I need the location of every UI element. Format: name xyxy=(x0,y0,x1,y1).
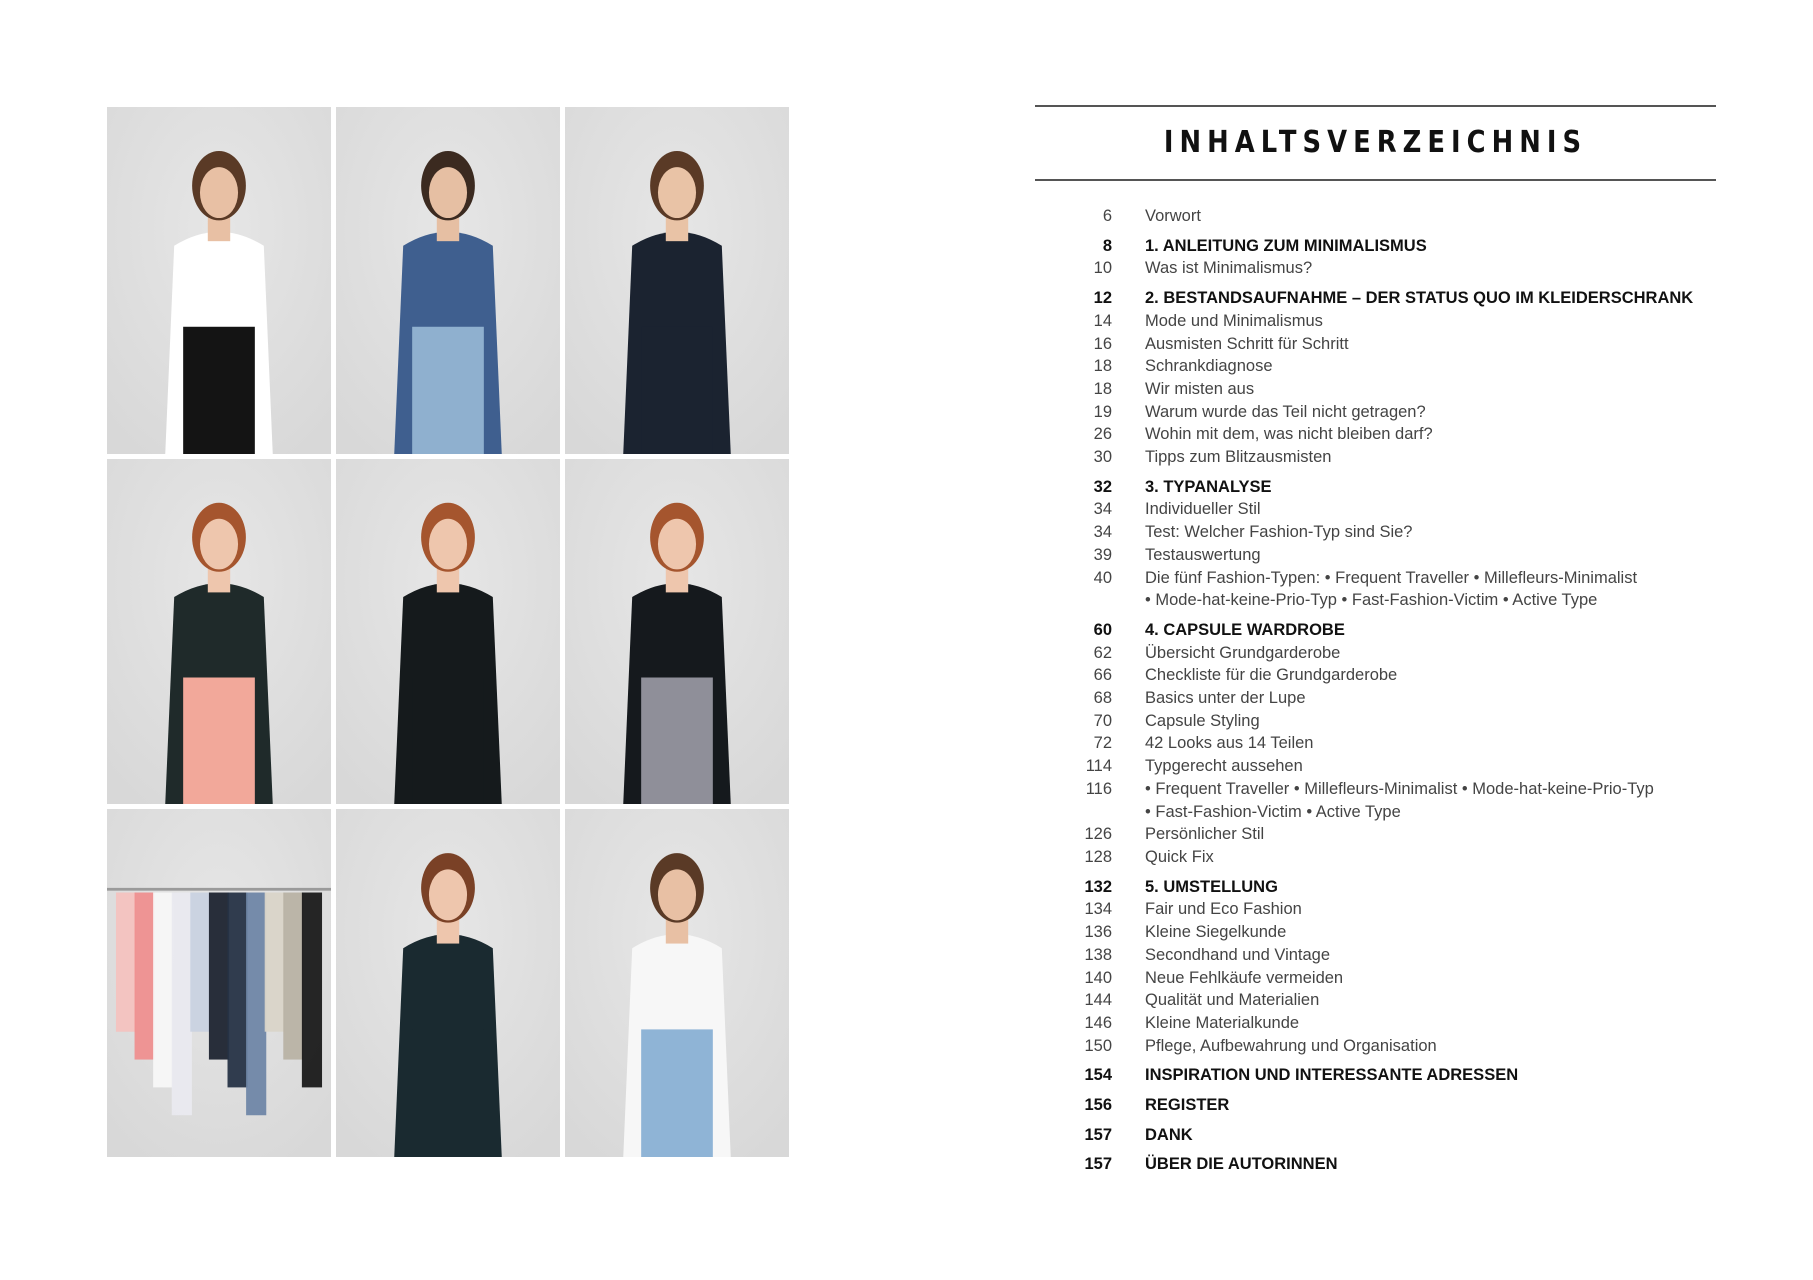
toc-entry xyxy=(1035,310,1735,333)
entry-title: Capsule Styling xyxy=(1145,711,1260,730)
portrait-photo-icon xyxy=(565,107,789,454)
toc-chapter xyxy=(1035,1124,1735,1147)
entry-title: Pflege, Aufbewahrung und Organisation xyxy=(1145,1036,1437,1055)
toc-entry xyxy=(1035,205,1735,228)
toc-chapter xyxy=(1035,476,1735,499)
entry-title: Individueller Stil xyxy=(1145,500,1261,519)
portrait-photo-icon xyxy=(565,459,789,804)
toc-entry xyxy=(1035,664,1735,687)
toc-entry xyxy=(1035,801,1735,824)
toc-entry xyxy=(1035,687,1735,710)
page-number: 62 xyxy=(1093,643,1112,662)
page-number: 60 xyxy=(1093,620,1112,639)
photo-woman-white-shirt-jeans-seated xyxy=(565,809,789,1157)
page-number: 16 xyxy=(1093,334,1112,353)
entry-title: Ausmisten Schritt für Schritt xyxy=(1145,334,1349,353)
entry-title: Mode und Minimalismus xyxy=(1145,311,1323,330)
toc-entry xyxy=(1035,732,1735,755)
toc-entry xyxy=(1035,778,1735,801)
page-number: 68 xyxy=(1093,689,1112,708)
page-number: 136 xyxy=(1084,923,1112,942)
photo-grid xyxy=(107,107,789,1153)
photo-woman-dark-pinafore-cream-sweater xyxy=(565,107,789,454)
toc-entry xyxy=(1035,544,1735,567)
toc-chapter xyxy=(1035,876,1735,899)
entry-title: Vorwort xyxy=(1145,207,1201,225)
toc-entry xyxy=(1035,401,1735,424)
entry-title: Typgerecht aussehen xyxy=(1145,757,1303,776)
page-number: 114 xyxy=(1085,757,1112,776)
entry-title: Fair und Eco Fashion xyxy=(1145,900,1302,919)
toc-entry xyxy=(1035,355,1735,378)
entry-title: Testauswertung xyxy=(1145,545,1261,564)
toc-entry xyxy=(1035,1012,1735,1035)
entry-title: Kleine Siegelkunde xyxy=(1145,923,1287,942)
page-number: 140 xyxy=(1084,968,1112,987)
entry-title: Wir misten aus xyxy=(1145,379,1255,398)
toc-entry xyxy=(1035,898,1735,921)
photo-woman-denim-top-jeans-heels xyxy=(336,107,560,454)
page-number: 6 xyxy=(1102,207,1112,225)
entry-title: ÜBER DIE AUTORINNEN xyxy=(1145,1155,1338,1174)
page-number: 8 xyxy=(1102,236,1112,255)
page-number: 39 xyxy=(1093,545,1112,564)
toc-entry xyxy=(1035,589,1735,612)
portrait-photo-icon xyxy=(336,809,560,1157)
entry-title: Wohin mit dem, was nicht bleiben darf? xyxy=(1145,425,1433,444)
toc-entry xyxy=(1035,257,1735,280)
clothes-rack-icon xyxy=(107,809,331,1157)
toc-entry xyxy=(1035,521,1735,544)
bottom-rule xyxy=(1035,179,1716,181)
page-number: 157 xyxy=(1084,1125,1112,1144)
page-number: 18 xyxy=(1093,379,1112,398)
entry-title: Qualität und Materialien xyxy=(1145,991,1320,1010)
toc-entry xyxy=(1035,498,1735,521)
page-number: 10 xyxy=(1093,259,1112,278)
entry-title: Checkliste für die Grundgarderobe xyxy=(1145,666,1398,685)
entry-title: • Mode-hat-keine-Prio-Typ • Fast-Fashion-Victim • Active Type xyxy=(1145,591,1598,610)
entry-title: REGISTER xyxy=(1145,1096,1230,1115)
toc-chapter xyxy=(1035,619,1735,642)
page-number: 30 xyxy=(1093,448,1112,467)
entry-title: Quick Fix xyxy=(1145,847,1214,866)
page-number: 40 xyxy=(1093,568,1112,587)
page-number: 72 xyxy=(1093,734,1112,753)
toc-entry xyxy=(1035,642,1735,665)
page-number: 116 xyxy=(1085,779,1112,798)
page-number: 34 xyxy=(1093,500,1112,519)
portrait-photo-icon xyxy=(336,459,560,804)
toc-chapter xyxy=(1035,1094,1735,1117)
page-number: 12 xyxy=(1093,289,1112,308)
page-number: 19 xyxy=(1093,402,1112,421)
portrait-photo-icon xyxy=(565,809,789,1157)
toc-entry xyxy=(1035,567,1735,590)
entry-title: Basics unter der Lupe xyxy=(1145,689,1306,708)
entry-title: • Fast-Fashion-Victim • Active Type xyxy=(1145,802,1401,821)
entry-title: Die fünf Fashion-Typen: • Frequent Traveller • Millefleurs-Minimalist xyxy=(1145,568,1638,587)
toc-entry xyxy=(1035,823,1735,846)
page-number: 128 xyxy=(1084,847,1112,866)
page-number: 144 xyxy=(1084,991,1112,1010)
entry-title: Kleine Materialkunde xyxy=(1145,1013,1300,1032)
entry-title: Übersicht Grundgarderobe xyxy=(1145,643,1341,662)
entry-title: • Frequent Traveller • Millefleurs-Minimalist • Mode-hat-keine-Prio-Typ xyxy=(1145,779,1654,798)
photo-woman-profile-dark-coat xyxy=(336,459,560,804)
page-number: 14 xyxy=(1093,311,1112,330)
entry-title: 4. CAPSULE WARDROBE xyxy=(1145,620,1345,639)
page-number: 26 xyxy=(1093,425,1112,444)
entry-title: Test: Welcher Fashion-Typ sind Sie? xyxy=(1145,523,1413,542)
toc-entry xyxy=(1035,446,1735,469)
photo-woman-white-tee-black-trousers xyxy=(107,107,331,454)
toc-title: INHALTSVERZEICHNIS xyxy=(1163,125,1588,160)
photo-woman-black-dress-leggings xyxy=(336,809,560,1157)
toc-chapter xyxy=(1035,235,1735,258)
page-number xyxy=(1035,589,1145,612)
entry-title: 3. TYPANALYSE xyxy=(1145,477,1272,496)
photo-woman-long-coat-pink-dress-bag xyxy=(107,459,331,804)
toc-entry xyxy=(1035,1035,1735,1058)
portrait-photo-icon xyxy=(336,107,560,454)
entry-title: Secondhand und Vintage xyxy=(1145,945,1331,964)
page-number: 146 xyxy=(1084,1013,1112,1032)
entry-title: 5. UMSTELLUNG xyxy=(1145,877,1278,896)
toc-entry xyxy=(1035,846,1735,869)
entry-title: 1. ANLEITUNG ZUM MINIMALISMUS xyxy=(1145,236,1427,255)
portrait-photo-icon xyxy=(107,107,331,454)
entry-title: Neue Fehlkäufe vermeiden xyxy=(1145,968,1344,987)
entry-title: DANK xyxy=(1145,1125,1193,1144)
toc-entry xyxy=(1035,921,1735,944)
entry-title: Persönlicher Stil xyxy=(1145,825,1265,844)
toc-entry xyxy=(1035,333,1735,356)
toc-entry xyxy=(1035,944,1735,967)
entry-title: Was ist Minimalismus? xyxy=(1145,259,1313,278)
entry-title: Warum wurde das Teil nicht getragen? xyxy=(1145,402,1426,421)
page-number: 138 xyxy=(1084,945,1112,964)
toc-header xyxy=(1035,105,1716,181)
toc-chapter xyxy=(1035,287,1735,310)
page-number: 18 xyxy=(1093,357,1112,376)
entry-title: Tipps zum Blitzausmisten xyxy=(1145,448,1332,467)
page-number: 156 xyxy=(1084,1096,1112,1115)
toc-chapter xyxy=(1035,1153,1735,1176)
toc-entry xyxy=(1035,423,1735,446)
toc-entry xyxy=(1035,378,1735,401)
toc-entry xyxy=(1035,989,1735,1012)
toc-entry xyxy=(1035,755,1735,778)
toc-entry xyxy=(1035,710,1735,733)
photo-clothes-rail xyxy=(107,809,331,1157)
toc-chapter xyxy=(1035,1064,1735,1087)
page-number: 34 xyxy=(1093,523,1112,542)
page-number xyxy=(1035,801,1145,824)
page-number: 32 xyxy=(1093,477,1112,496)
page-number: 157 xyxy=(1084,1155,1112,1174)
entry-title: 2. BESTANDSAUFNAHME – DER STATUS QUO IM KLEIDERSCHRANK xyxy=(1145,289,1694,308)
entry-title: Schrankdiagnose xyxy=(1145,357,1273,376)
page-number: 70 xyxy=(1093,711,1112,730)
page-number: 154 xyxy=(1084,1066,1112,1085)
toc-list xyxy=(1035,205,1735,1176)
portrait-photo-icon xyxy=(107,459,331,804)
toc-entry xyxy=(1035,967,1735,990)
page-number: 126 xyxy=(1084,825,1112,844)
page-number: 66 xyxy=(1093,666,1112,685)
page-number: 150 xyxy=(1084,1036,1112,1055)
entry-title: INSPIRATION UND INTERESSANTE ADRESSEN xyxy=(1145,1066,1519,1085)
page-number: 132 xyxy=(1084,877,1112,896)
photo-woman-black-top-grey-trousers-seated xyxy=(565,459,789,804)
page-number: 134 xyxy=(1084,900,1112,919)
entry-title: 42 Looks aus 14 Teilen xyxy=(1145,734,1314,753)
